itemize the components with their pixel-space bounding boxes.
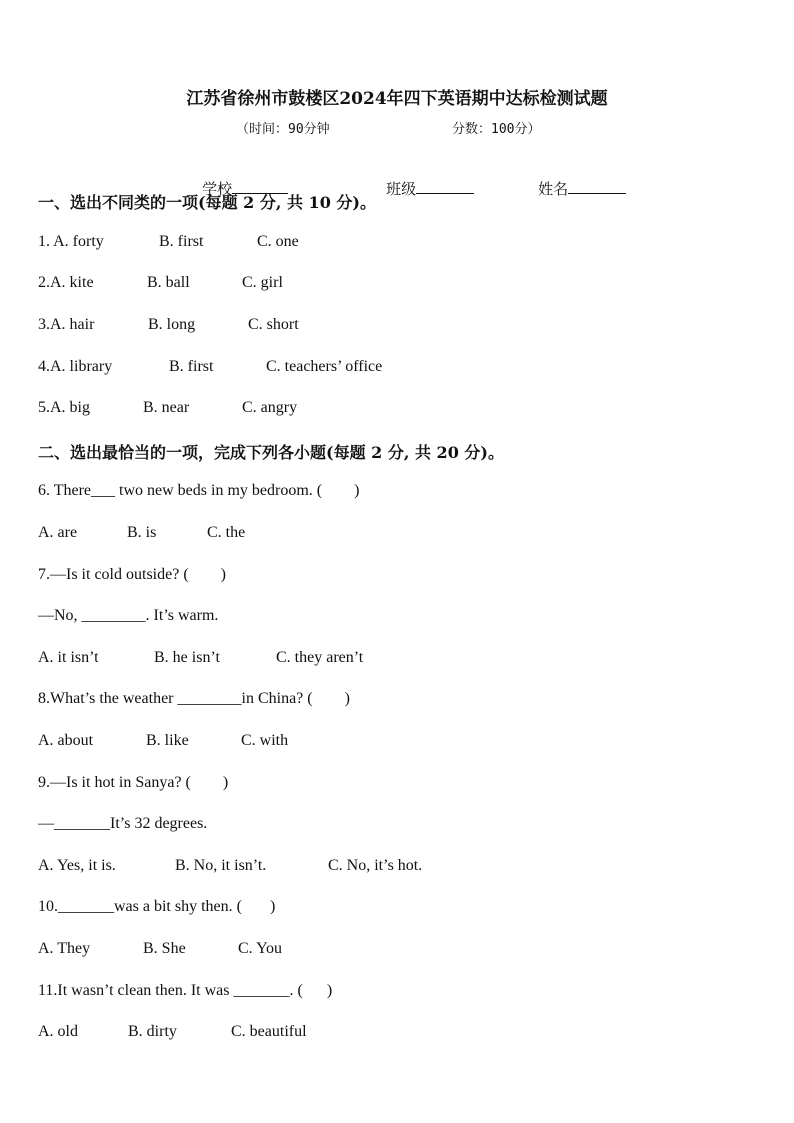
q6-option-c: C. the <box>207 524 246 541</box>
q3-option-c: C. short <box>248 316 299 333</box>
section2-heading: 二、选出最恰当的一项，完成下列各小题(每题 2 分, 共 20 分)。 <box>38 443 504 462</box>
q5-option-a: 5.A. big <box>38 399 90 416</box>
class-field <box>367 160 474 217</box>
q5-option-c: C. angry <box>242 399 298 416</box>
q9-option-b: B. No, it isn’t. <box>175 857 267 874</box>
q2-option-a: 2.A. kite <box>38 274 94 291</box>
q6-stem: 6. There___ two new beds in my bedroom. ( ) <box>38 482 360 499</box>
q1-option-a: 1. A. forty <box>38 233 104 250</box>
q9-option-c: C. No, it’s hot. <box>328 857 423 874</box>
q6-option-b: B. is <box>127 524 157 541</box>
q11-stem: 11.It wasn’t clean then. It was _______. ( ) <box>38 982 333 999</box>
exam-score: 分数：100分） <box>452 122 541 137</box>
q8-option-b: B. like <box>146 732 189 749</box>
q7-stem: 7.—Is it cold outside? ( ) <box>38 566 226 583</box>
q1-option-b: B. first <box>159 233 204 250</box>
q1-option-c: C. one <box>257 233 299 250</box>
q9-stem: 9.—Is it hot in Sanya? ( ) <box>38 774 229 791</box>
name-label: 姓名 <box>538 180 569 198</box>
q2-option-c: C. girl <box>242 274 283 291</box>
q9-option-a: A. Yes, it is. <box>38 857 116 874</box>
q10-option-b: B. She <box>143 940 186 957</box>
q7-option-b: B. he isn’t <box>154 649 220 666</box>
q10-stem: 10._______was a bit shy then. ( ) <box>38 898 276 915</box>
q7-stem-answer: —No, ________. It’s warm. <box>38 607 219 624</box>
name-blank[interactable] <box>568 179 626 194</box>
q7-option-a: A. it isn’t <box>38 649 99 666</box>
class-label: 班级 <box>386 180 417 198</box>
q6-option-a: A. are <box>38 524 78 541</box>
q5-option-b: B. near <box>143 399 190 416</box>
q8-stem: 8.What’s the weather ________in China? ( ) <box>38 690 350 707</box>
q10-option-a: A. They <box>38 940 91 957</box>
class-blank[interactable] <box>416 179 474 194</box>
q3-option-a: 3.A. hair <box>38 316 95 333</box>
q9-stem-answer: —_______It’s 32 degrees. <box>38 815 208 832</box>
q8-option-a: A. about <box>38 732 94 749</box>
q11-option-c: C. beautiful <box>231 1023 307 1040</box>
page-title: 江苏省徐州市鼓楼区2024年四下英语期中达标检测试题 <box>186 89 608 109</box>
q11-option-a: A. old <box>38 1023 78 1040</box>
q2-option-b: B. ball <box>147 274 190 291</box>
q4-option-a: 4.A. library <box>38 358 113 375</box>
q10-option-c: C. You <box>238 940 283 957</box>
q3-option-b: B. long <box>148 316 196 333</box>
section1-heading: 一、选出不同类的一项(每题 2 分, 共 10 分)。 <box>38 193 376 212</box>
q11-option-b: B. dirty <box>128 1023 177 1040</box>
q4-option-c: C. teachers’ office <box>266 358 383 375</box>
school-label: 学校 <box>202 180 233 198</box>
q4-option-b: B. first <box>169 358 214 375</box>
name-field <box>519 160 626 217</box>
q8-option-c: C. with <box>241 732 289 749</box>
q7-option-c: C. they aren’t <box>276 649 364 666</box>
exam-time: （时间：90分钟 <box>236 122 330 137</box>
